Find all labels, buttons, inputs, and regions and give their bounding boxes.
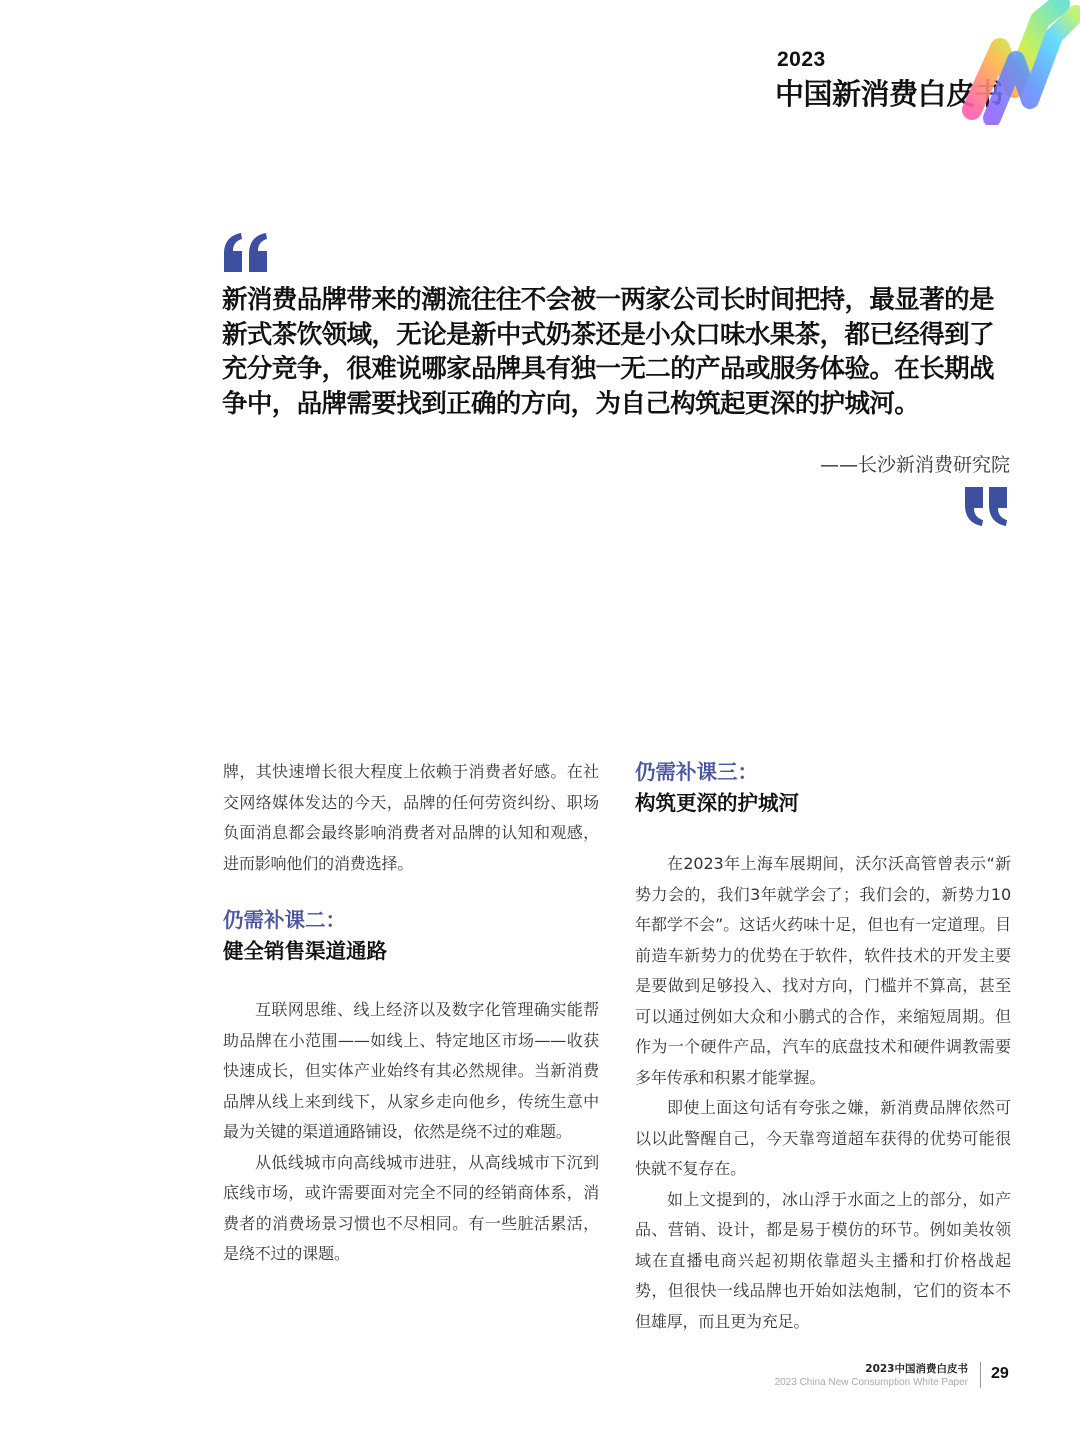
header-year: 2023 (777, 48, 826, 71)
footer-subtitle: 2023 China New Consumption White Paper (774, 1377, 968, 1388)
close-quote-icon (962, 487, 1010, 527)
page-number: 29 (991, 1365, 1009, 1382)
continued-paragraph: 牌，其快速增长很大程度上依赖于消费者好感。在社交网络媒体发达的今天，品牌的任何劳资纠纷、职场负面消息都会最终影响消费者对品牌的认知和观感，进而影响他们的消费选择。 (223, 762, 599, 873)
right-column (635, 757, 1011, 1337)
section-subheading: 仍需补课三： (635, 760, 758, 784)
pull-quote: 新消费品牌带来的潮流往往不会被一两家公司长时间把持，最显著的是新式茶饮领域，无论是新中式奶茶还是小众口味水果茶，都已经得到了充分竞争，很难说哪家品牌具有独一无二的产品或服务体验。在长期战争中，品牌需要找到正确的方向，为自己构筑起更深的护城河。 (222, 285, 994, 419)
open-quote-icon (222, 232, 270, 272)
section-title: 构筑更深的护城河 (635, 791, 799, 815)
quote-source: ——长沙新消费研究院 (819, 454, 1010, 476)
body-paragraph: 在2023年上海车展期间，沃尔沃高管曾表示“新势力会的，我们3年就学会了；我们会的，新势力10年都学不会”。这话火药味十足，但也有一定道理。目前造车新势力的优势在于软件，软件技术的开发主要是要做到足够投入、找对方向，门槛并不算高，甚至可以通过例如大众和小鹏式的合作，来缩短周期。但作为一个硬件产品，汽车的底盘技术和硬件调教需要多年传承和积累才能掌握。 (635, 854, 1011, 1087)
header-title: 中国新消费白皮书 (775, 77, 1004, 111)
footer-divider (980, 1362, 981, 1388)
section-heading-3 (635, 757, 1011, 819)
brand-ribbon-logo (930, 0, 1080, 125)
footer (775, 1362, 968, 1389)
section-heading-2 (223, 905, 599, 967)
body-paragraph: 如上文提到的，冰山浮于水面之上的部分，如产品、营销、设计，都是易于模仿的环节。例如美妆领域在直播电商兴起初期依靠超头主播和打价格战起势，但很快一线品牌也开始如法炮制，它们的资本不但雄厚，而且更为充足。 (635, 1189, 1011, 1331)
footer-title: 2023中国消费白皮书 (865, 1363, 968, 1375)
body-paragraph: 从低线城市向高线城市进驻，从高线城市下沉到底线市场，或许需要面对完全不同的经销商体系，消费者的消费场景习惯也不尽相同。有一些脏活累活，是绕不过的课题。 (223, 1152, 599, 1263)
section-subheading: 仍需补课二： (223, 908, 346, 932)
body-paragraph: 即使上面这句话有夸张之嫌，新消费品牌依然可以以此警醒自己，今天靠弯道超车获得的优势可能很快就不复存在。 (635, 1098, 1011, 1178)
left-column (223, 757, 599, 1270)
section-title: 健全销售渠道通路 (223, 939, 387, 963)
body-paragraph: 互联网思维、线上经济以及数字化管理确实能帮助品牌在小范围——如线上、特定地区市场——收获快速成长，但实体产业始终有其必然规律。当新消费品牌从线上来到线下，从家乡走向他乡，传统生意中最为关键的渠道通路铺设，依然是绕不过的难题。 (223, 1000, 599, 1141)
